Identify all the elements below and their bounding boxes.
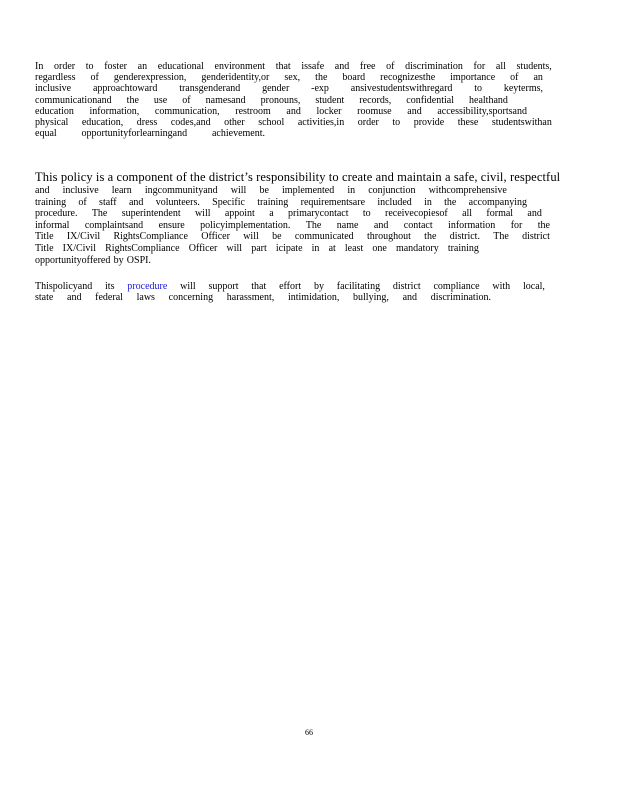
text-line: [35, 61, 552, 72]
word: conjunction: [368, 185, 416, 196]
word: the: [126, 94, 139, 106]
text-line: [35, 128, 265, 139]
word: implemented: [282, 185, 335, 196]
word: primarycontact: [287, 208, 349, 220]
word: compliance: [433, 281, 480, 292]
word: training: [447, 243, 479, 254]
word: students,: [516, 61, 552, 72]
text-line: [35, 231, 550, 242]
word: state: [35, 292, 54, 304]
word: board: [342, 72, 366, 84]
word: federal: [95, 292, 123, 304]
word: genderidentity,or: [201, 72, 270, 84]
word: withcomprehensive: [428, 185, 507, 196]
word: recognizesthe: [380, 72, 436, 84]
word: roomuse: [357, 105, 392, 117]
word: genderexpression,: [113, 72, 187, 84]
word: training: [257, 196, 289, 208]
word: equal: [35, 128, 57, 140]
word: sex,: [284, 72, 301, 84]
word: will: [226, 243, 243, 254]
text-line: [35, 281, 545, 292]
word: the: [537, 219, 550, 231]
word: communication,: [154, 105, 220, 117]
word: education: [35, 105, 74, 117]
word: receivecopiesof: [384, 208, 448, 220]
word: in: [311, 243, 320, 254]
word: in: [424, 196, 432, 208]
word: communicated: [294, 231, 354, 243]
word: ingcommunityand: [144, 185, 218, 196]
word: with: [492, 281, 511, 292]
word: discrimination.: [430, 292, 491, 304]
word: will: [230, 185, 247, 196]
word: one: [372, 243, 387, 254]
word: and: [527, 208, 542, 220]
word: other: [224, 117, 245, 128]
word: accompanying: [468, 196, 527, 208]
word: district: [392, 281, 421, 292]
word: the: [444, 196, 457, 208]
text-line: [35, 95, 508, 106]
text-line: [35, 292, 491, 303]
word: learn: [111, 185, 132, 196]
word: for: [510, 219, 523, 231]
word: order: [54, 61, 76, 72]
word: pronouns,: [260, 94, 301, 106]
paragraph-lead-sentence: This policy is a component of the district’s responsibility to create and maintain a safe, civil, respectful: [35, 170, 561, 184]
word: an: [533, 72, 543, 84]
word: district: [522, 231, 550, 243]
text-line: [35, 106, 527, 117]
word: foster: [104, 61, 127, 72]
word: inclusive: [35, 83, 72, 95]
word: in: [347, 185, 356, 196]
word: a: [269, 208, 274, 220]
word: Officer: [201, 231, 230, 243]
word: training: [35, 196, 67, 208]
word: the: [315, 72, 328, 84]
word: procedure.: [35, 208, 78, 220]
word: superintendent: [121, 208, 181, 220]
word: gender: [262, 83, 290, 95]
word: regardless: [35, 72, 76, 84]
word: by: [113, 254, 124, 266]
word: that: [275, 61, 291, 72]
word: all: [462, 208, 473, 220]
word: at: [328, 243, 336, 254]
word: will: [194, 208, 211, 220]
word: achievement.: [211, 128, 265, 140]
word: all: [495, 61, 506, 72]
word: complaintsand: [84, 219, 144, 231]
word: inclusive: [62, 185, 99, 196]
word: informal: [35, 219, 70, 231]
word: ensure: [158, 219, 185, 231]
word: the: [424, 231, 437, 243]
word: records,: [359, 94, 392, 106]
word: of: [182, 94, 191, 106]
word: Specific: [212, 196, 245, 208]
text-line: [35, 197, 527, 208]
word: activities,in: [297, 117, 345, 128]
page-number: 66: [305, 728, 313, 737]
word: local,: [522, 281, 545, 292]
text-line: [35, 220, 550, 231]
word: IX/Civil: [66, 231, 101, 243]
word: order: [357, 117, 379, 128]
word: be: [259, 185, 269, 196]
word: for: [473, 61, 486, 72]
word: and: [35, 185, 50, 196]
word: The: [493, 231, 509, 243]
word: icipate: [275, 243, 303, 254]
word: school: [258, 117, 285, 128]
word: education,: [81, 117, 124, 128]
word: and: [334, 61, 350, 72]
word: keyterms,: [503, 83, 543, 95]
word: its: [105, 281, 115, 292]
word: opportunityoffered: [35, 254, 111, 266]
word: name: [336, 219, 359, 231]
text-line: [35, 185, 507, 196]
text-line: [35, 83, 543, 94]
word: -exp: [311, 83, 329, 95]
text-line: [35, 72, 543, 83]
word: accessibility,sportsand: [437, 105, 527, 117]
word: an: [137, 61, 148, 72]
word: of: [78, 196, 87, 208]
word: mandatory: [395, 243, 439, 254]
word: and: [286, 105, 301, 117]
word: to: [362, 208, 371, 220]
word: student: [315, 94, 345, 106]
word: concerning: [168, 292, 214, 304]
word: volunteers.: [155, 196, 200, 208]
word: free: [359, 61, 376, 72]
word: ansivestudentswithregard: [350, 83, 453, 95]
word: laws: [136, 292, 155, 304]
word: will: [243, 231, 259, 243]
word: staff: [99, 196, 117, 208]
word: these: [457, 117, 479, 128]
word: of: [510, 72, 519, 84]
word: information,: [89, 105, 140, 117]
word: namesand: [205, 94, 246, 106]
word: policyimplementation.: [200, 219, 291, 231]
word: restroom: [235, 105, 271, 117]
word: of: [386, 61, 395, 72]
word: RightsCompliance: [105, 243, 180, 254]
word: importance: [450, 72, 496, 84]
word: communicationand: [35, 94, 112, 106]
word: will: [180, 281, 196, 292]
word: that: [251, 281, 267, 292]
word: to: [85, 61, 94, 72]
word: effort: [279, 281, 302, 292]
word: facilitating: [336, 281, 381, 292]
word: throughout: [366, 231, 411, 243]
text-line: [35, 255, 151, 266]
word: provide: [413, 117, 445, 128]
word: requirementsare: [300, 196, 366, 208]
word: least: [344, 243, 364, 254]
word: locker: [316, 105, 342, 117]
word: Thispolicyand: [35, 281, 93, 292]
word: opportunityforlearningand: [81, 128, 188, 140]
word: discrimination: [405, 61, 463, 72]
word: Title: [35, 243, 54, 254]
word: and: [373, 219, 389, 231]
word: use: [153, 94, 168, 106]
word: healthand: [469, 94, 508, 106]
word: harassment,: [226, 292, 275, 304]
word: formal: [486, 208, 514, 220]
word: and: [407, 105, 422, 117]
word: and: [128, 196, 144, 208]
word: studentswithan: [491, 117, 552, 128]
word: approachtoward: [92, 83, 158, 95]
word: OSPI.: [126, 254, 151, 266]
word: contact: [403, 219, 433, 231]
word: bullying,: [353, 292, 389, 304]
word: issafe: [301, 61, 325, 72]
word: information: [448, 219, 496, 231]
word: Title: [35, 231, 54, 243]
procedure-link[interactable]: procedure: [127, 281, 168, 292]
word: district.: [449, 231, 480, 243]
word: intimidation,: [287, 292, 340, 304]
word: be: [272, 231, 282, 243]
word: appoint: [224, 208, 255, 220]
word: environment: [214, 61, 266, 72]
word: to: [474, 83, 483, 95]
word: Officer: [188, 243, 218, 254]
text-line: [35, 208, 542, 219]
word: and: [67, 292, 82, 304]
word: IX/Civil: [62, 243, 96, 254]
word: transgenderand: [179, 83, 241, 95]
word: confidential: [406, 94, 455, 106]
text-line: [35, 243, 479, 254]
word: dress: [136, 117, 158, 128]
word: In: [35, 61, 44, 72]
word: The: [305, 219, 322, 231]
word: support: [208, 281, 239, 292]
text-line: [35, 117, 552, 128]
word: and: [402, 292, 418, 304]
word: to: [392, 117, 401, 128]
word: codes,and: [170, 117, 211, 128]
word: The: [91, 208, 108, 220]
word: physical: [35, 117, 69, 128]
word: included: [377, 196, 412, 208]
word: RightsCompliance: [113, 231, 188, 243]
word: by: [313, 281, 324, 292]
word: of: [90, 72, 99, 84]
word: part: [251, 243, 267, 254]
word: educational: [157, 61, 204, 72]
